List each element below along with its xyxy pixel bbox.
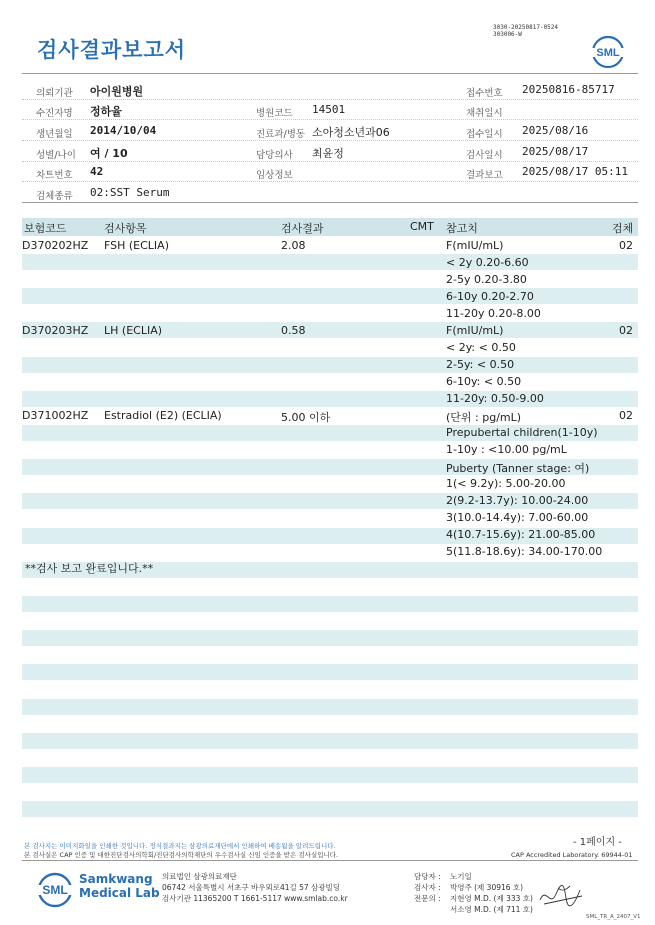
test-result: 2.08 [281, 239, 306, 252]
reference-range: 11-20y 0.20-8.00 [446, 307, 541, 320]
specialist-name-2: 서소영 M.D. (제 711 호) [450, 905, 533, 914]
staff-block [414, 871, 533, 915]
row-stripe [22, 699, 638, 715]
sex-age-value: 여 / 10 [90, 147, 128, 160]
hospital-code-label: 병원코드 [256, 108, 293, 119]
result-row [22, 254, 638, 271]
owner-label: 담당자 : [414, 872, 441, 881]
report-date-value: 2025/08/17 05:11 [522, 165, 628, 178]
svg-text:SML: SML [42, 883, 68, 897]
result-row [22, 390, 638, 407]
test-item: FSH (ECLIA) [104, 239, 169, 252]
institution-value: 아이원병원 [90, 85, 144, 98]
report-date-label: 결과보고 [466, 170, 503, 181]
reference-range: F(mIU/mL) [446, 324, 504, 337]
chart-no-label: 차트번호 [36, 170, 73, 181]
dob-value: 2014/10/04 [90, 124, 157, 137]
cap-accreditation: CAP Accredited Laboratory. 69944-01 [511, 851, 633, 859]
reference-range: 2-5y 0.20-3.80 [446, 273, 527, 286]
info-row-4 [22, 142, 638, 162]
hospital-code-value: 14501 [312, 103, 346, 116]
row-stripe [22, 630, 638, 646]
specimen-value: 02:SST Serum [90, 186, 170, 199]
receipt-no-value: 20250816-85717 [522, 83, 615, 96]
footer-divider [22, 860, 638, 861]
result-row [22, 356, 638, 373]
result-row [22, 407, 638, 424]
result-row [22, 441, 638, 458]
report-title: 검사결과보고서 [37, 38, 187, 62]
dept-value: 소아청소년과06 [312, 126, 390, 139]
foundation-name: 의료법인 삼광의료재단 [162, 872, 237, 881]
foundation-contact: 검사기관 11365200 T 1661-5117 www.smlab.co.kr [162, 894, 348, 903]
tester-label: 검사자 : [414, 883, 441, 892]
reference-range: 3(10.0-14.4y): 7.00-60.00 [446, 511, 589, 524]
reference-range: F(mIU/mL) [446, 239, 504, 252]
reference-range: 2(9.2-13.7y): 10.00-24.00 [446, 494, 589, 507]
insurance-code: D370203HZ [22, 324, 89, 337]
row-stripe [22, 733, 638, 749]
reference-range: 2-5y: < 0.50 [446, 358, 515, 371]
collection-date-label: 채취일시 [466, 108, 503, 119]
reference-range: 6-10y 0.20-2.70 [446, 290, 534, 303]
info-row-2 [22, 100, 638, 120]
insurance-code: D371002HZ [22, 409, 89, 422]
test-result: 5.00 이하 [281, 411, 331, 424]
test-result: 0.58 [281, 324, 306, 337]
tester-name: 박영주 (제 30916 호) [450, 883, 524, 892]
institution-label: 의뢰기관 [36, 88, 73, 99]
image-print-notice: 본 검사지는 이미지화일을 인쇄한 것입니다. 정식결과지는 삼광의료재단에서 인쇄하여 배송됨을 알려드립니다. [24, 842, 336, 850]
reference-range: < 2y 0.20-6.60 [446, 256, 529, 269]
document-code-line1: 3030-20250817-0524 [493, 24, 559, 31]
result-row [22, 305, 638, 322]
owner-name: 노기일 [450, 872, 472, 881]
column-header-result: 검사결과 [281, 222, 324, 235]
receipt-date-label: 접수일시 [466, 129, 503, 140]
receipt-date-value: 2025/08/16 [522, 124, 589, 137]
document-code [493, 24, 558, 38]
info-row-3 [22, 121, 638, 141]
reference-range: 1-10y : <10.00 pg/mL [446, 443, 567, 456]
reference-range: (단위 : pg/mL) [446, 411, 522, 424]
sml-footer-logo [36, 871, 74, 913]
document-code-line2: 303006-W [493, 31, 522, 38]
insurance-code: D370202HZ [22, 239, 89, 252]
receipt-no-label: 접수번호 [466, 88, 503, 99]
column-header-specimen: 검체 [612, 222, 634, 235]
specialist-label: 전문의 : [414, 894, 441, 903]
brand-line2: Medical Lab [79, 886, 160, 900]
clinical-info-label: 임상정보 [256, 170, 293, 181]
doctor-label: 담당의사 [256, 150, 293, 161]
result-row [22, 322, 638, 339]
doctor-value: 최윤정 [312, 147, 344, 160]
result-row [22, 237, 638, 254]
test-date-label: 검사일시 [466, 150, 503, 161]
reference-range: 6-10y: < 0.50 [446, 375, 522, 388]
result-row [22, 271, 638, 288]
row-stripe [22, 596, 638, 612]
foundation-street: 06742 서울특별시 서초구 바우뫼로41길 57 삼광빌딩 [162, 883, 341, 892]
reference-range: < 2y: < 0.50 [446, 341, 516, 354]
column-header-code: 보험코드 [24, 222, 67, 235]
sml-logo [591, 35, 625, 73]
result-row [22, 492, 638, 509]
column-header-reference: 참고치 [446, 222, 478, 235]
info-row-6 [22, 183, 638, 203]
test-date-value: 2025/08/17 [522, 145, 589, 158]
specialist-name-1: 지현영 M.D. (제 333 호) [450, 894, 533, 903]
reference-range: 5(11.8-18.6y): 34.00-170.00 [446, 545, 603, 558]
svg-text:SML: SML [596, 47, 620, 59]
dept-label: 진료과/병동 [256, 129, 306, 140]
reference-range: Prepubertal children(1-10y) [446, 426, 598, 439]
info-row-5 [22, 162, 638, 182]
patient-value: 정하율 [90, 105, 122, 118]
sex-age-label: 성별/나이 [36, 150, 76, 161]
result-row [22, 424, 638, 441]
result-row [22, 526, 638, 543]
result-row [22, 373, 638, 390]
result-row [22, 475, 638, 492]
column-header-item: 검사항목 [104, 222, 147, 235]
page-number: - 1페이지 - [573, 837, 622, 848]
result-row [22, 339, 638, 356]
header-divider [22, 73, 638, 74]
brand-name [79, 872, 160, 900]
test-item: Estradiol (E2) (ECLIA) [104, 409, 222, 422]
column-header-cmt: CMT [410, 220, 434, 233]
test-item: LH (ECLIA) [104, 324, 163, 337]
patient-label: 수진자명 [36, 108, 73, 119]
brand-line1: Samkwang [79, 872, 153, 886]
specimen-code: 02 [619, 409, 633, 422]
dob-label: 생년월일 [36, 129, 73, 140]
result-row [22, 458, 638, 475]
row-stripe [22, 801, 638, 817]
chart-no-value: 42 [90, 165, 104, 178]
result-row [22, 288, 638, 305]
certification-notice: 본 검사실은 CAP 인증 및 대한진단검사의학회/진단검사의학재단의 우수검사실 신임 인증을 받은 검사실입니다. [24, 851, 339, 859]
completion-line [22, 558, 638, 575]
specimen-code: 02 [619, 324, 633, 337]
specimen-code: 02 [619, 239, 633, 252]
info-row-1 [22, 80, 638, 100]
result-row [22, 509, 638, 526]
results-header [22, 218, 638, 236]
row-stripe [22, 664, 638, 680]
foundation-address [162, 871, 348, 904]
reference-range: 4(10.7-15.6y): 21.00-85.00 [446, 528, 596, 541]
reference-range: Puberty (Tanner stage: 여) [446, 462, 590, 475]
completion-note: **검사 보고 완료입니다.** [25, 562, 154, 575]
specimen-label: 검체종류 [36, 191, 73, 202]
signature [536, 880, 588, 916]
reference-range: 11-20y: 0.50-9.00 [446, 392, 544, 405]
form-code: SML_TR_A_2407_V1 [586, 914, 641, 920]
reference-range: 1(< 9.2y): 5.00-20.00 [446, 477, 566, 490]
row-stripe [22, 767, 638, 783]
